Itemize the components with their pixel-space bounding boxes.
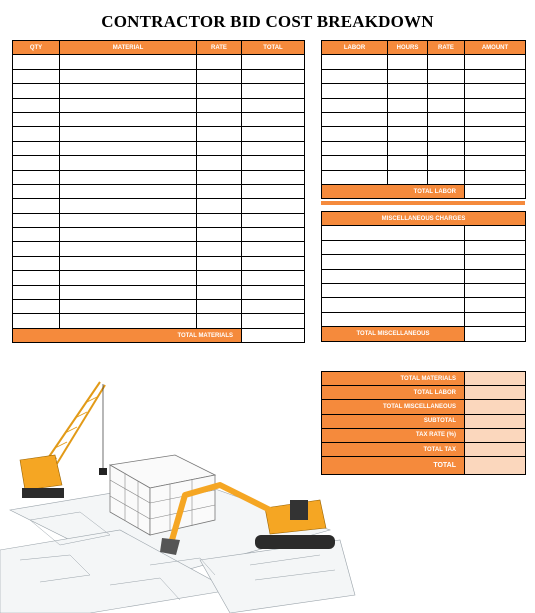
table-row — [13, 242, 305, 256]
input-cell[interactable] — [322, 226, 465, 240]
summary-value[interactable] — [465, 372, 526, 386]
table-row — [322, 84, 526, 98]
input-cell[interactable] — [322, 69, 388, 83]
input-cell[interactable] — [322, 255, 465, 269]
input-cell[interactable] — [197, 271, 242, 285]
input-cell[interactable] — [60, 271, 197, 285]
input-cell[interactable] — [465, 269, 526, 283]
table-row — [13, 256, 305, 270]
input-cell[interactable] — [197, 127, 242, 141]
input-cell[interactable] — [388, 84, 428, 98]
input-cell[interactable] — [428, 156, 465, 170]
table-row — [13, 213, 305, 227]
input-cell[interactable] — [60, 127, 197, 141]
input-cell[interactable] — [388, 156, 428, 170]
input-cell[interactable] — [197, 285, 242, 299]
input-cell[interactable] — [13, 156, 60, 170]
input-cell[interactable] — [13, 170, 60, 184]
materials-total-row — [13, 328, 305, 342]
labor-total-row — [322, 184, 526, 198]
input-cell[interactable] — [465, 312, 526, 326]
input-cell[interactable] — [13, 199, 60, 213]
input-cell[interactable] — [13, 242, 60, 256]
input-cell[interactable] — [197, 156, 242, 170]
input-cell[interactable] — [465, 240, 526, 254]
input-cell[interactable] — [388, 141, 428, 155]
table-row — [322, 156, 526, 170]
input-cell[interactable] — [388, 98, 428, 112]
input-cell[interactable] — [242, 199, 305, 213]
misc-header: MISCELLANEOUS CHARGES — [322, 212, 526, 226]
table-row — [322, 55, 526, 69]
input-cell[interactable] — [428, 141, 465, 155]
input-cell[interactable] — [13, 300, 60, 314]
misc-body — [322, 226, 526, 327]
input-cell[interactable] — [197, 314, 242, 328]
table-row — [13, 98, 305, 112]
input-cell[interactable] — [242, 184, 305, 198]
input-cell[interactable] — [465, 283, 526, 297]
table-row — [13, 170, 305, 184]
misc-total-row — [322, 327, 526, 341]
table-row — [322, 112, 526, 126]
materials-table — [12, 40, 305, 343]
summary-label: TOTAL MISCELLANEOUS — [322, 400, 465, 414]
input-cell[interactable] — [465, 98, 526, 112]
input-cell[interactable] — [60, 84, 197, 98]
materials-body — [13, 55, 305, 328]
input-cell[interactable] — [428, 69, 465, 83]
input-cell[interactable] — [60, 314, 197, 328]
grand-total-value[interactable] — [465, 457, 526, 475]
input-cell[interactable] — [197, 84, 242, 98]
input-cell[interactable] — [13, 213, 60, 227]
input-cell[interactable] — [13, 228, 60, 242]
input-cell[interactable] — [322, 84, 388, 98]
table-row — [322, 240, 526, 254]
input-cell[interactable] — [465, 170, 526, 184]
amount-header: AMOUNT — [465, 41, 526, 55]
input-cell[interactable] — [242, 156, 305, 170]
table-row — [13, 156, 305, 170]
input-cell[interactable] — [388, 112, 428, 126]
input-cell[interactable] — [242, 300, 305, 314]
table-row — [13, 55, 305, 69]
input-cell[interactable] — [388, 55, 428, 69]
input-cell[interactable] — [60, 170, 197, 184]
input-cell[interactable] — [60, 55, 197, 69]
input-cell[interactable] — [60, 112, 197, 126]
input-cell[interactable] — [428, 84, 465, 98]
table-row — [13, 69, 305, 83]
misc-header-row — [322, 212, 526, 226]
materials-header-row — [13, 41, 305, 55]
input-cell[interactable] — [242, 84, 305, 98]
input-cell[interactable] — [428, 98, 465, 112]
summary-label: TOTAL LABOR — [322, 386, 465, 400]
table-row — [13, 112, 305, 126]
input-cell[interactable] — [242, 170, 305, 184]
input-cell[interactable] — [13, 271, 60, 285]
table-row — [322, 98, 526, 112]
input-cell[interactable] — [13, 55, 60, 69]
table-row — [322, 283, 526, 297]
input-cell[interactable] — [13, 256, 60, 270]
total-labor-value[interactable] — [465, 184, 526, 198]
input-cell[interactable] — [465, 141, 526, 155]
input-cell[interactable] — [465, 255, 526, 269]
input-cell[interactable] — [428, 55, 465, 69]
input-cell[interactable] — [242, 242, 305, 256]
table-row — [13, 228, 305, 242]
table-row — [322, 255, 526, 269]
input-cell[interactable] — [60, 285, 197, 299]
misc-table — [321, 211, 526, 342]
table-row — [13, 199, 305, 213]
input-cell[interactable] — [197, 213, 242, 227]
input-cell[interactable] — [465, 69, 526, 83]
rate-header: RATE — [197, 41, 242, 55]
labor-header-row — [322, 41, 526, 55]
table-row — [322, 298, 526, 312]
input-cell[interactable] — [465, 112, 526, 126]
table-row — [322, 226, 526, 240]
table-row — [13, 84, 305, 98]
input-cell[interactable] — [13, 112, 60, 126]
input-cell[interactable] — [322, 98, 388, 112]
table-row — [322, 127, 526, 141]
input-cell[interactable] — [197, 199, 242, 213]
table-row — [322, 312, 526, 326]
labor-header: LABOR — [322, 41, 388, 55]
input-cell[interactable] — [242, 256, 305, 270]
input-cell[interactable] — [465, 84, 526, 98]
labor-table — [321, 40, 526, 199]
total-header: TOTAL — [242, 41, 305, 55]
input-cell[interactable] — [13, 98, 60, 112]
input-cell[interactable] — [242, 112, 305, 126]
total-materials-label: TOTAL MATERIALS — [13, 328, 242, 342]
summary-label: TOTAL MATERIALS — [322, 372, 465, 386]
table-row — [13, 141, 305, 155]
input-cell[interactable] — [60, 213, 197, 227]
input-cell[interactable] — [465, 298, 526, 312]
grand-total-label: TOTAL — [322, 457, 465, 475]
input-cell[interactable] — [60, 184, 197, 198]
summary-value[interactable] — [465, 442, 526, 456]
table-row — [13, 314, 305, 328]
input-cell[interactable] — [242, 127, 305, 141]
input-cell[interactable] — [197, 112, 242, 126]
summary-label: TOTAL TAX — [322, 442, 465, 456]
input-cell[interactable] — [60, 242, 197, 256]
input-cell[interactable] — [242, 69, 305, 83]
summary-value[interactable] — [465, 400, 526, 414]
input-cell[interactable] — [197, 228, 242, 242]
input-cell[interactable] — [197, 55, 242, 69]
input-cell[interactable] — [428, 127, 465, 141]
input-cell[interactable] — [197, 170, 242, 184]
input-cell[interactable] — [322, 283, 465, 297]
input-cell[interactable] — [13, 285, 60, 299]
input-cell[interactable] — [197, 98, 242, 112]
input-cell[interactable] — [388, 127, 428, 141]
input-cell[interactable] — [465, 156, 526, 170]
input-cell[interactable] — [242, 314, 305, 328]
table-row — [322, 69, 526, 83]
input-cell[interactable] — [428, 170, 465, 184]
summary-label: SUBTOTAL — [322, 414, 465, 428]
input-cell[interactable] — [322, 156, 388, 170]
input-cell[interactable] — [242, 55, 305, 69]
input-cell[interactable] — [13, 127, 60, 141]
input-cell[interactable] — [242, 285, 305, 299]
input-cell[interactable] — [60, 256, 197, 270]
summary-value[interactable] — [465, 386, 526, 400]
input-cell[interactable] — [322, 298, 465, 312]
input-cell[interactable] — [322, 141, 388, 155]
input-cell[interactable] — [322, 112, 388, 126]
table-row — [322, 269, 526, 283]
input-cell[interactable] — [322, 127, 388, 141]
input-cell[interactable] — [60, 156, 197, 170]
section-divider — [321, 201, 525, 205]
total-materials-value[interactable] — [242, 328, 305, 342]
summary-value[interactable] — [465, 414, 526, 428]
input-cell[interactable] — [197, 184, 242, 198]
input-cell[interactable] — [60, 69, 197, 83]
input-cell[interactable] — [60, 98, 197, 112]
qty-header: QTY — [13, 41, 60, 55]
summary-label: TAX RATE (%) — [322, 428, 465, 442]
input-cell[interactable] — [60, 300, 197, 314]
construction-cranes-blueprint-icon — [0, 360, 360, 613]
table-row — [13, 300, 305, 314]
table-row — [13, 184, 305, 198]
input-cell[interactable] — [322, 269, 465, 283]
input-cell[interactable] — [322, 170, 388, 184]
input-cell[interactable] — [13, 84, 60, 98]
input-cell[interactable] — [60, 199, 197, 213]
input-cell[interactable] — [465, 55, 526, 69]
input-cell[interactable] — [242, 141, 305, 155]
input-cell[interactable] — [242, 213, 305, 227]
total-misc-value[interactable] — [465, 327, 526, 341]
labor-body — [322, 55, 526, 185]
input-cell[interactable] — [388, 170, 428, 184]
input-cell[interactable] — [322, 240, 465, 254]
input-cell[interactable] — [13, 141, 60, 155]
input-cell[interactable] — [197, 69, 242, 83]
input-cell[interactable] — [197, 242, 242, 256]
input-cell[interactable] — [428, 112, 465, 126]
input-cell[interactable] — [197, 300, 242, 314]
input-cell[interactable] — [322, 312, 465, 326]
page-title: CONTRACTOR BID COST BREAKDOWN — [101, 12, 434, 31]
input-cell[interactable] — [465, 127, 526, 141]
input-cell[interactable] — [197, 256, 242, 270]
input-cell[interactable] — [388, 69, 428, 83]
input-cell[interactable] — [465, 226, 526, 240]
input-cell[interactable] — [60, 228, 197, 242]
table-row — [13, 271, 305, 285]
input-cell[interactable] — [322, 55, 388, 69]
input-cell[interactable] — [13, 314, 60, 328]
total-labor-label: TOTAL LABOR — [322, 184, 465, 198]
input-cell[interactable] — [242, 98, 305, 112]
hours-header: HOURS — [388, 41, 428, 55]
input-cell[interactable] — [242, 228, 305, 242]
table-row — [13, 127, 305, 141]
input-cell[interactable] — [197, 141, 242, 155]
input-cell[interactable] — [242, 271, 305, 285]
table-row — [322, 170, 526, 184]
table-row — [13, 285, 305, 299]
input-cell[interactable] — [13, 69, 60, 83]
input-cell[interactable] — [60, 141, 197, 155]
table-row — [322, 141, 526, 155]
input-cell[interactable] — [13, 184, 60, 198]
summary-value[interactable] — [465, 428, 526, 442]
labor-rate-header: RATE — [428, 41, 465, 55]
total-misc-label: TOTAL MISCELLANEOUS — [322, 327, 465, 341]
material-header: MATERIAL — [60, 41, 197, 55]
